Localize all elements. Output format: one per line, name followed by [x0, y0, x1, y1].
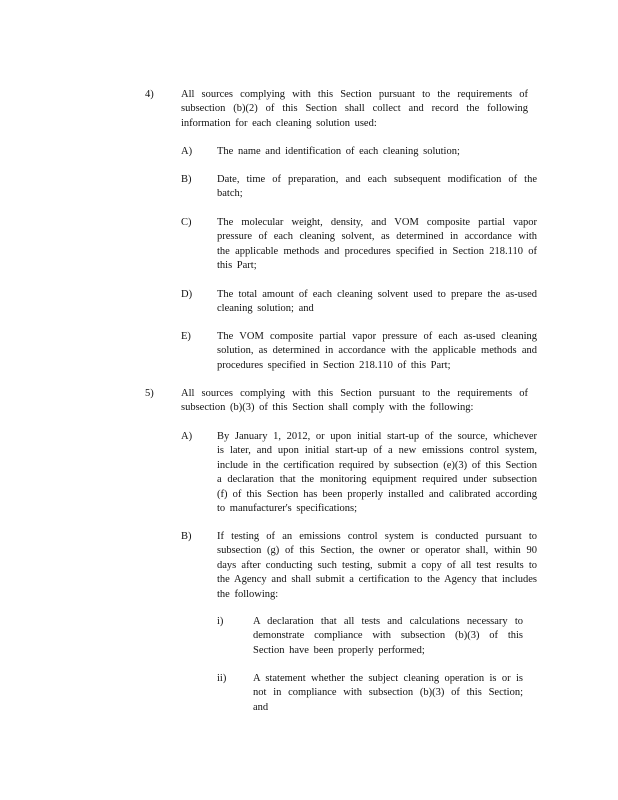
item-5-b-text: If testing of an emissions control system is conducted pursuant to subsection (g) of this Section, the owner or operator shall, within 90 days after conducting such testing, submit a copy of all test results to the Agency and shall submit a certification to the Agency that includes the following:: [217, 531, 537, 600]
item-5-b-number: B): [181, 531, 192, 542]
item-4-e-text: The VOM composite partial vapor pressure of each as-used cleaning solution, as determined in accordance with the applicable methods and procedures specified in Section 218.110 of this Part;: [217, 331, 537, 371]
item-4-number: 4): [145, 89, 154, 100]
item-4-e-number: E): [181, 331, 191, 342]
item-4-text: All sources complying with this Section pursuant to the requirements of subsection (b)(2) of this Section shall collect and record the following information for each cleaning solution used:: [181, 89, 528, 129]
item-4-c-number: C): [181, 217, 192, 228]
item-5-b-i-text: A declaration that all tests and calculations necessary to demonstrate compliance with subsection (b)(3) of this Section have been properly performed;: [253, 616, 523, 656]
item-4-a-text: The name and identification of each cleaning solution;: [217, 146, 460, 157]
item-4-c-text: The molecular weight, density, and VOM composite partial vapor pressure of each cleaning solvent, as determined in accordance with the applicable methods and procedures specified in Section 218.110 of this Part;: [217, 217, 537, 272]
item-4-b-number: B): [181, 174, 192, 185]
item-5-a-number: A): [181, 431, 193, 442]
item-5-a-text: By January 1, 2012, or upon initial start-up of the source, whichever is later, and upon initial start-up of a new emissions control system, include in the certification required by subsection (e)(3) of this Section a declaration that the monitoring equipment required under subsection (f) of this Section has been properly installed and calibrated according to manufacturer's specifications;: [217, 431, 537, 515]
item-4-d-number: D): [181, 289, 193, 300]
item-5-b-i-number: i): [217, 616, 224, 627]
item-4-a-number: A): [181, 146, 193, 157]
item-5-b-ii-number: ii): [217, 673, 227, 684]
item-5-b-ii-text: A statement whether the subject cleaning operation is or is not in compliance with subsection (b)(3) of this Section; and: [253, 673, 523, 713]
item-5-number: 5): [145, 388, 154, 399]
item-4-d-text: The total amount of each cleaning solvent used to prepare the as-used cleaning solution; and: [217, 289, 537, 315]
item-5-text: All sources complying with this Section pursuant to the requirements of subsection (b)(3) of this Section shall comply with the following:: [181, 388, 528, 414]
item-4-b-text: Date, time of preparation, and each subsequent modification of the batch;: [217, 174, 537, 200]
